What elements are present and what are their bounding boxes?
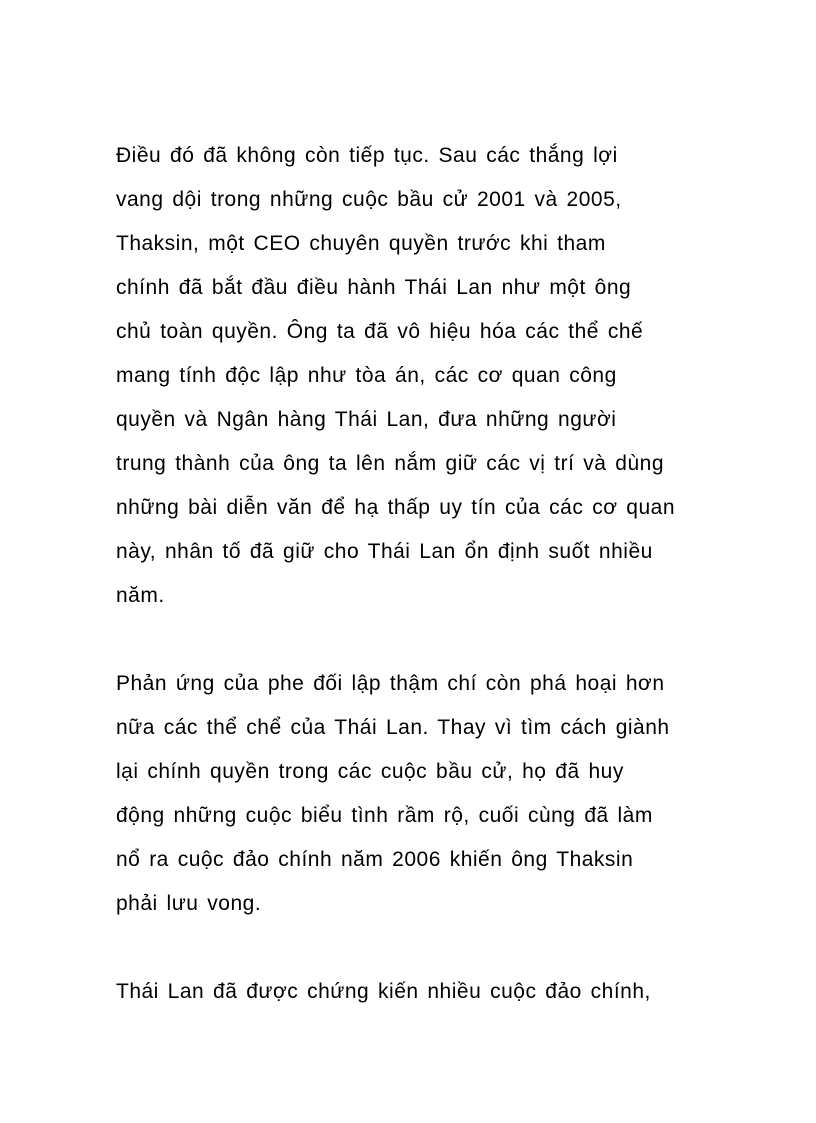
paragraph — [116, 662, 736, 926]
text-line: trung thành của ông ta lên nắm giữ các vị trí và dùng — [116, 452, 665, 475]
text-line: Phản ứng của phe đối lập thậm chí còn phá hoại hơn — [116, 672, 665, 695]
text-line: chủ toàn quyền. Ông ta đã vô hiệu hóa các thể chế — [116, 320, 644, 343]
text-line: phải lưu vong. — [116, 892, 262, 915]
text-line: những bài diễn văn để hạ thấp uy tín của các cơ quan — [116, 496, 676, 519]
text-line: chính đã bắt đầu điều hành Thái Lan như một ông — [116, 276, 632, 299]
text-line: Thái Lan đã được chứng kiến nhiều cuộc đảo chính, — [116, 980, 651, 1003]
text-line: quyền và Ngân hàng Thái Lan, đưa những người — [116, 408, 617, 431]
paragraph — [116, 134, 736, 618]
text-line: Thaksin, một CEO chuyên quyền trước khi tham — [116, 232, 606, 255]
text-line: năm. — [116, 584, 165, 607]
text-line: nữa các thể chể của Thái Lan. Thay vì tìm cách giành — [116, 716, 670, 739]
text-line: Điều đó đã không còn tiếp tục. Sau các thắng lợi — [116, 144, 618, 167]
text-line: lại chính quyền trong các cuộc bầu cử, họ đã huy — [116, 760, 624, 783]
text-line: mang tính độc lập như tòa án, các cơ quan công — [116, 364, 617, 387]
paragraph — [116, 970, 736, 1014]
page-content — [116, 134, 736, 1014]
text-line: nổ ra cuộc đảo chính năm 2006 khiến ông Thaksin — [116, 848, 634, 871]
text-line: này, nhân tố đã giữ cho Thái Lan ổn định suốt nhiều — [116, 540, 653, 563]
text-line: động những cuộc biểu tình rầm rộ, cuối cùng đã làm — [116, 804, 653, 827]
text-line: vang dội trong những cuộc bầu cử 2001 và 2005, — [116, 188, 622, 211]
